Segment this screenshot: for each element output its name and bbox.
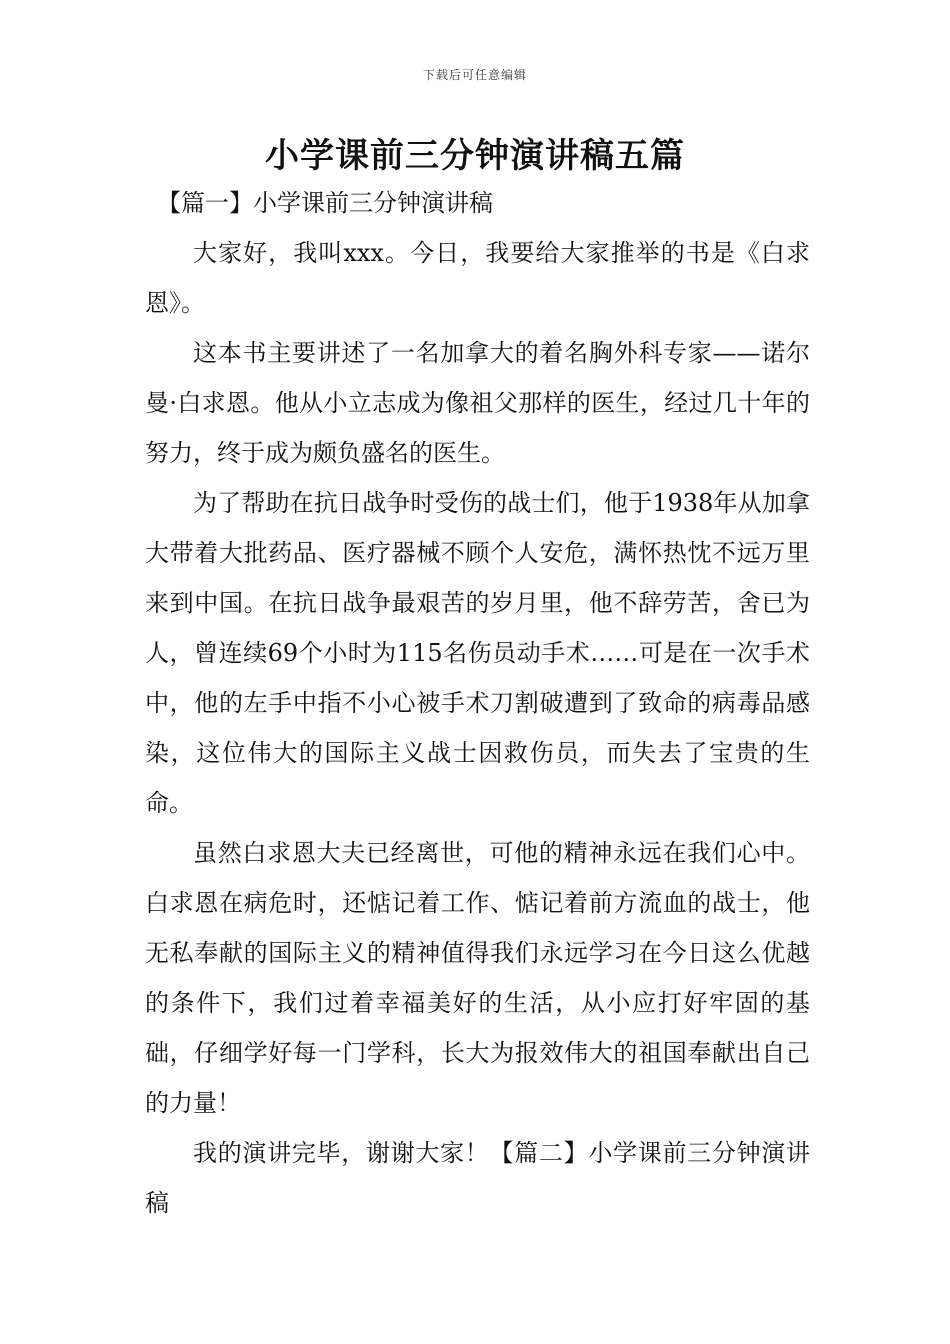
paragraph-story: 为了帮助在抗日战争时受伤的战士们，他于1938年从加拿大带着大批药品、医疗器械不顾个人安危，满怀热忱不远万里来到中国。在抗日战争最艰苦的岁月里，他不辞劳苦，舍已为人，曾连续69个小时为115名伤员动手术……可是在一次手术中，他的左手中指不小心被手术刀割破遭到了致命的病毒品感染，这位伟大的国际主义战士因救伤员，而失去了宝贵的生命。	[145, 489, 810, 817]
header-note: 下载后可任意编辑	[422, 68, 527, 82]
paragraph-reflection: 虽然白求恩大夫已经离世，可他的精神永远在我们心中。白求恩在病危时，还惦记着工作、惦记着前方流血的战士，他无私奉献的国际主义的精神值得我们永远学习在今日这么优越的条件下，我们过着幸福美好的生活，从小应打好牢固的基础，仔细学好每一门学科，长大为报效伟大的祖国奉献出自己的力量！	[145, 839, 810, 1117]
document-title: 小学课前三分钟演讲稿五篇	[265, 136, 685, 176]
section-heading: 【篇一】小学课前三分钟演讲稿	[157, 189, 493, 217]
document-body	[145, 178, 810, 1228]
paragraph-book-summary: 这本书主要讲述了一名加拿大的着名胸外科专家——诺尔曼·白求恩。他从小立志成为像祖父那样的医生，经过几十年的努力，终于成为颇负盛名的医生。	[145, 339, 810, 467]
paragraph-intro: 大家好，我叫xxx。今日，我要给大家推举的书是《白求恩》。	[145, 239, 810, 317]
paragraph-closing: 我的演讲完毕，谢谢大家！【篇二】小学课前三分钟演讲稿	[145, 1139, 810, 1217]
